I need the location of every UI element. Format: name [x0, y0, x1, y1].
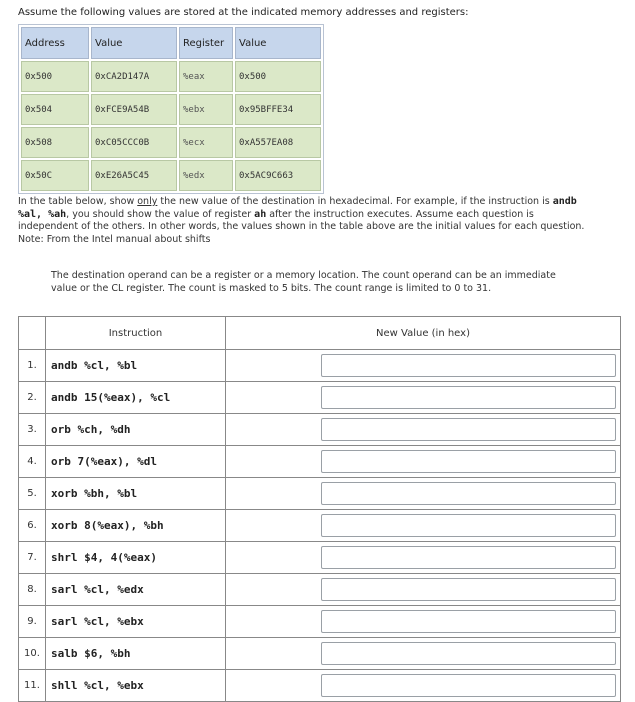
register-cell: %ecx [179, 127, 233, 158]
question-row [19, 414, 621, 446]
para-text-3: , you should show the value of register [66, 208, 255, 220]
memory-row [21, 127, 321, 158]
question-number: 3. [19, 414, 46, 446]
question-table [18, 316, 621, 702]
memory-value-cell: 0xFCE9A54B [91, 94, 177, 125]
answer-input[interactable] [321, 610, 616, 633]
register-value-cell: 0xA557EA08 [235, 127, 321, 158]
question-row [19, 606, 621, 638]
answer-input[interactable] [321, 418, 616, 441]
register-cell: %ebx [179, 94, 233, 125]
header-new-value: New Value (in hex) [226, 317, 621, 350]
register-value-cell: 0x500 [235, 61, 321, 92]
question-row [19, 478, 621, 510]
question-number: 2. [19, 382, 46, 414]
header-register: Register [179, 27, 233, 59]
register-cell: %edx [179, 160, 233, 191]
question-table-header [19, 317, 621, 350]
address-cell: 0x500 [21, 61, 89, 92]
question-number: 7. [19, 542, 46, 574]
answer-cell [226, 382, 621, 414]
para-text-2: the new value of the destination in hexadecimal. For example, if the instruction is [157, 196, 553, 207]
instruction-code: andb %cl, %bl [46, 350, 226, 382]
question-number: 8. [19, 574, 46, 606]
instruction-code: andb 15(%eax), %cl [46, 382, 226, 414]
address-cell: 0x504 [21, 94, 89, 125]
header-value: Value [91, 27, 177, 59]
question-number: 11. [19, 670, 46, 702]
question-number: 1. [19, 350, 46, 382]
answer-input[interactable] [321, 354, 616, 377]
memory-row [21, 61, 321, 92]
question-number: 10. [19, 638, 46, 670]
question-row [19, 542, 621, 574]
question-number: 6. [19, 510, 46, 542]
para-example-reg: ah [254, 208, 267, 220]
question-number: 4. [19, 446, 46, 478]
instruction-code: salb $6, %bh [46, 638, 226, 670]
header-address: Address [21, 27, 89, 59]
answer-cell [226, 670, 621, 702]
header-reg-value: Value [235, 27, 321, 59]
answer-input[interactable] [321, 386, 616, 409]
answer-input[interactable] [321, 578, 616, 601]
answer-cell [226, 478, 621, 510]
memory-value-cell: 0xE26A5C45 [91, 160, 177, 191]
answer-input[interactable] [321, 674, 616, 697]
intel-manual-quote: The destination operand can be a register or a memory location. The count operand can be an immediate value or the CL register. The count is masked to 5 bits. The count range is limited to 0 to 31. [51, 270, 556, 294]
address-cell: 0x508 [21, 127, 89, 158]
question-row [19, 670, 621, 702]
memory-register-table [18, 24, 324, 194]
memory-value-cell: 0xC05CCC0B [91, 127, 177, 158]
para-example-code: andb %al, %ah [18, 196, 577, 220]
instruction-code: shrl $4, 4(%eax) [46, 542, 226, 574]
header-instruction: Instruction [46, 317, 226, 350]
instruction-code: xorb %bh, %bl [46, 478, 226, 510]
answer-input[interactable] [321, 546, 616, 569]
para-text-4: after the instruction executes. Assume each question is independent of the others. In other words, the values shown in the table above are the initial values for each question. Note: From the Intel manual about shifts [18, 208, 585, 245]
header-num [19, 317, 46, 350]
question-row [19, 382, 621, 414]
question-row [19, 446, 621, 478]
instructions-paragraph [18, 196, 593, 246]
answer-cell [226, 510, 621, 542]
memory-row [21, 94, 321, 125]
memory-value-cell: 0xCA2D147A [91, 61, 177, 92]
answer-cell [226, 542, 621, 574]
answer-input[interactable] [321, 482, 616, 505]
register-cell: %eax [179, 61, 233, 92]
question-row [19, 350, 621, 382]
question-row [19, 638, 621, 670]
answer-input[interactable] [321, 450, 616, 473]
instruction-code: sarl %cl, %ebx [46, 606, 226, 638]
instruction-code: orb 7(%eax), %dl [46, 446, 226, 478]
question-number: 9. [19, 606, 46, 638]
question-number: 5. [19, 478, 46, 510]
question-row [19, 574, 621, 606]
answer-cell [226, 606, 621, 638]
answer-input[interactable] [321, 642, 616, 665]
instruction-code: sarl %cl, %edx [46, 574, 226, 606]
memory-row [21, 160, 321, 191]
intro-text: Assume the following values are stored at the indicated memory addresses and registers: [18, 7, 469, 18]
para-text-1: In the table below, show [18, 196, 138, 207]
question-row [19, 510, 621, 542]
answer-cell [226, 350, 621, 382]
answer-cell [226, 574, 621, 606]
answer-cell [226, 638, 621, 670]
instruction-code: orb %ch, %dh [46, 414, 226, 446]
instruction-code: shll %cl, %ebx [46, 670, 226, 702]
instruction-code: xorb 8(%eax), %bh [46, 510, 226, 542]
para-only: only [137, 196, 158, 207]
answer-input[interactable] [321, 514, 616, 537]
address-cell: 0x50C [21, 160, 89, 191]
answer-cell [226, 414, 621, 446]
answer-cell [226, 446, 621, 478]
register-value-cell: 0x5AC9C663 [235, 160, 321, 191]
register-value-cell: 0x95BFFE34 [235, 94, 321, 125]
memory-table-header-row [21, 27, 321, 59]
